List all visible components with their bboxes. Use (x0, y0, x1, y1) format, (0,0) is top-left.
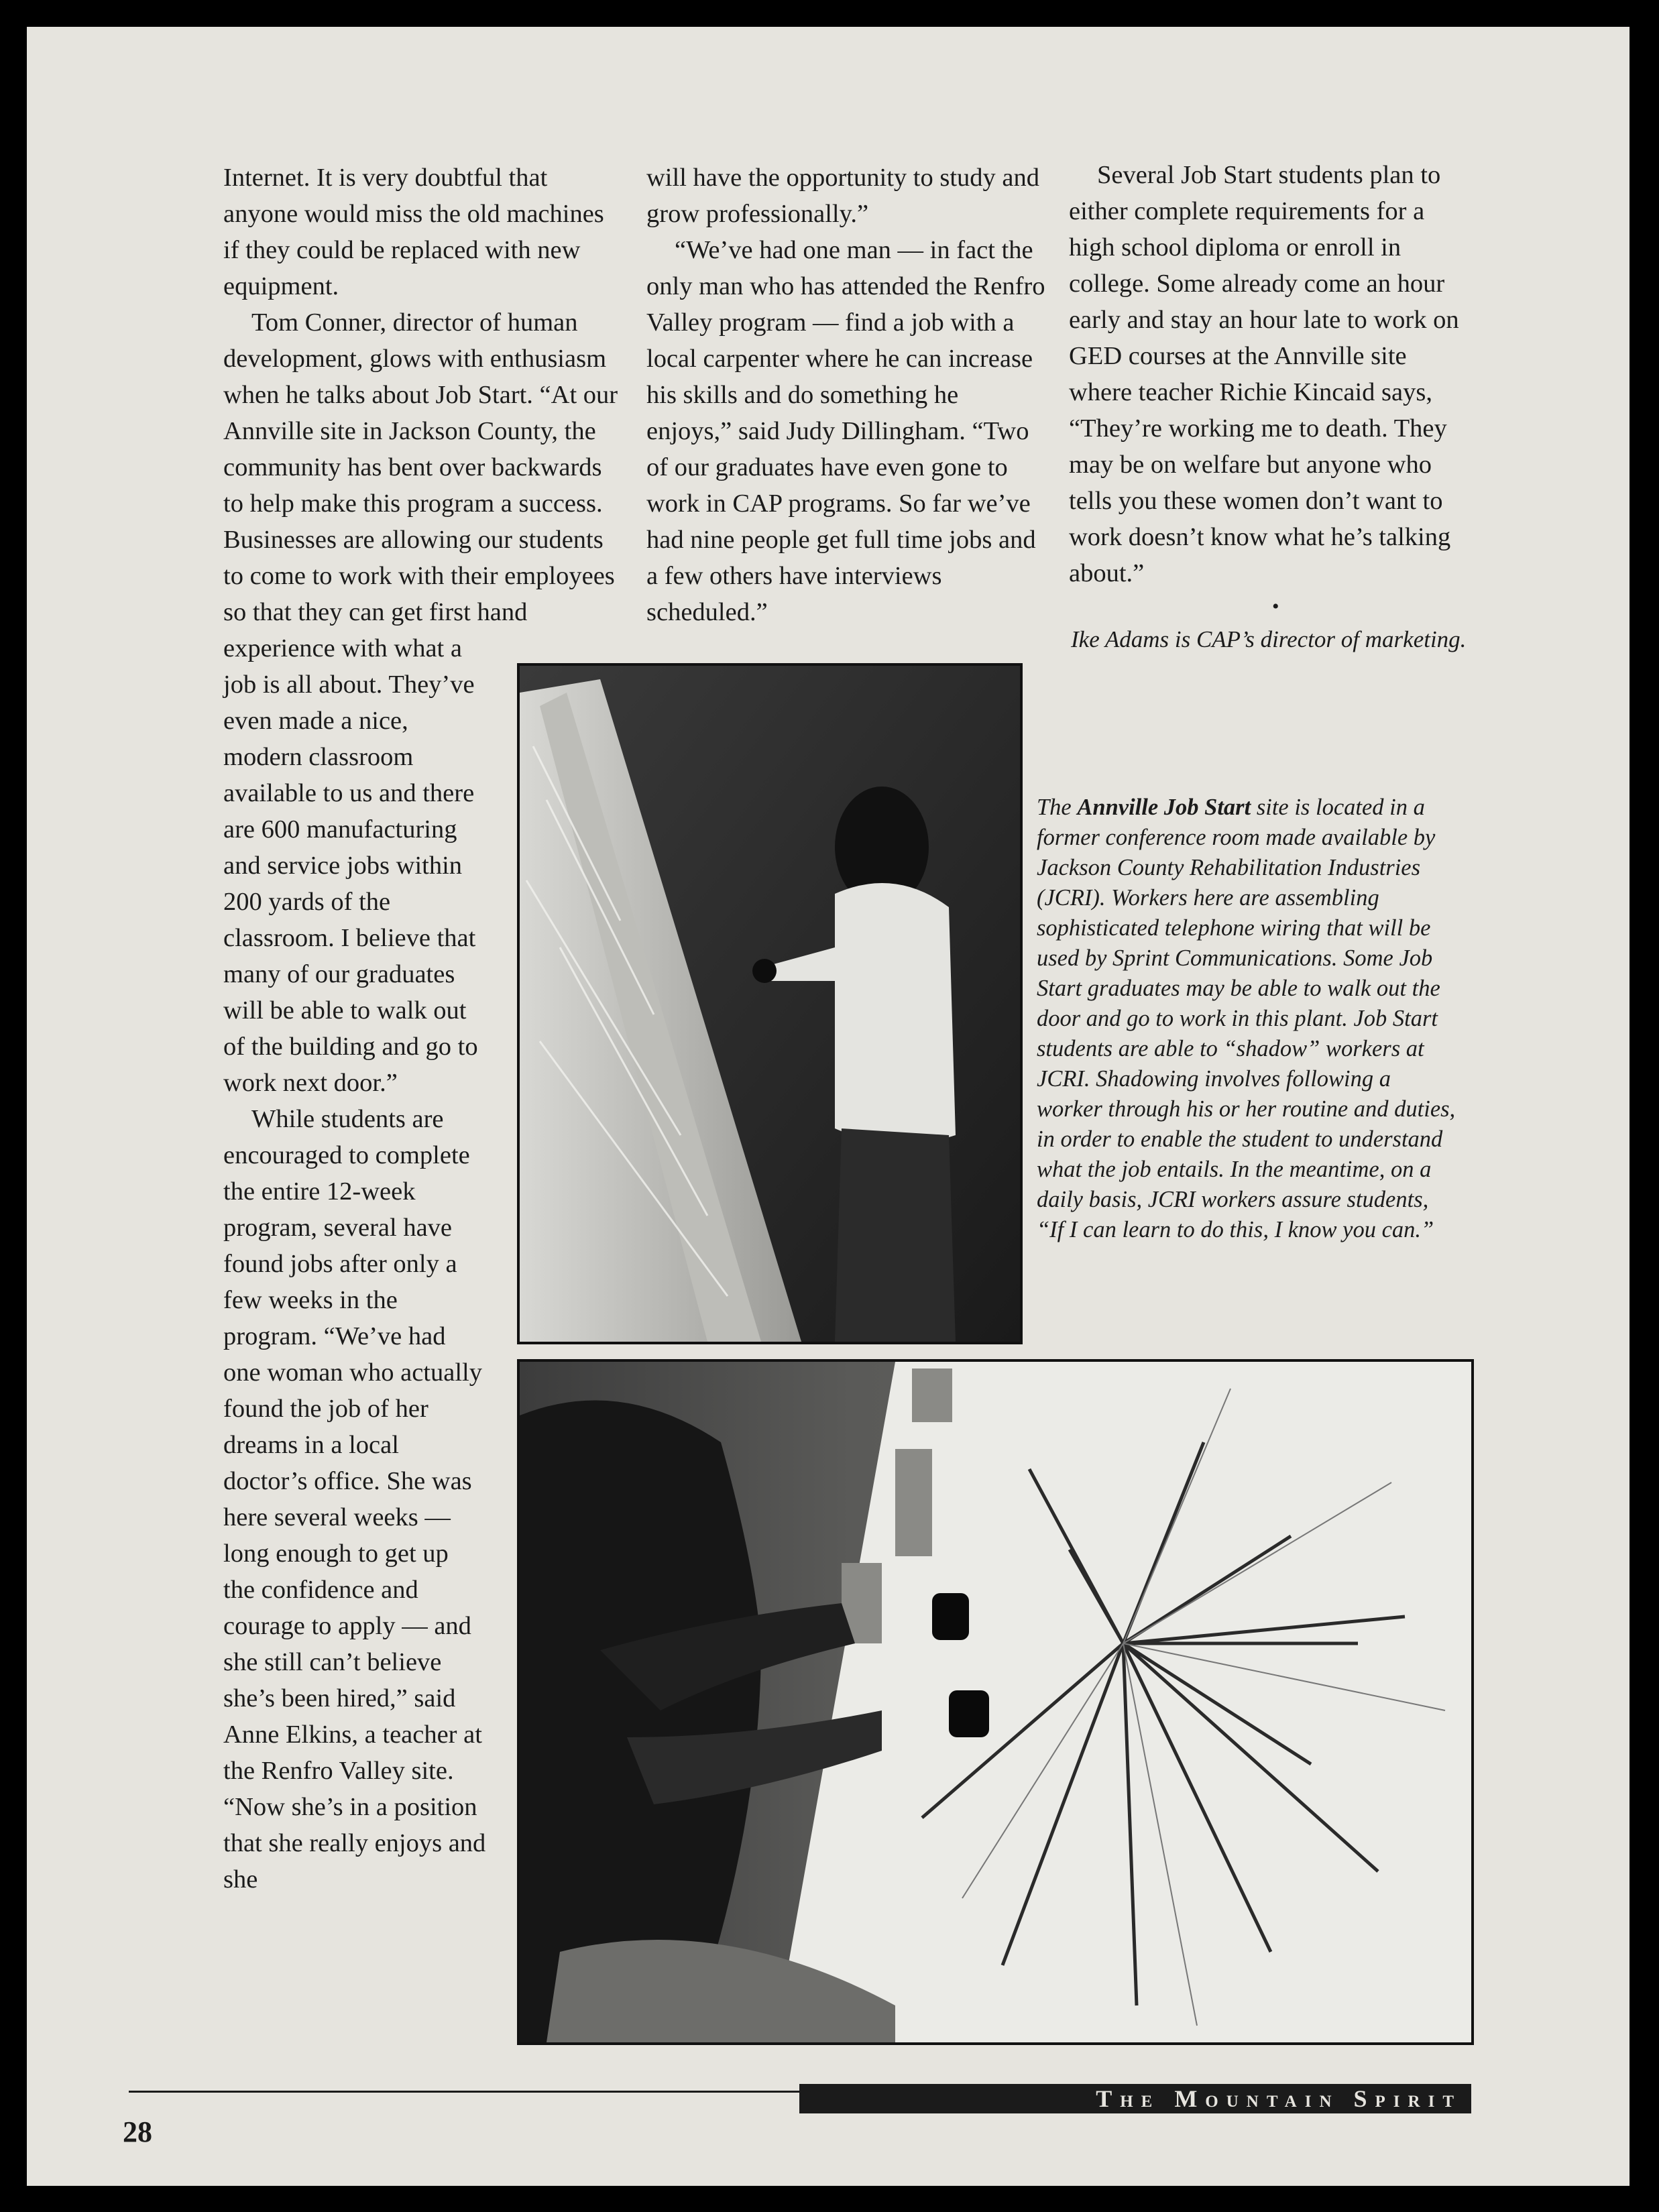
col1-para-3: While students are encouraged to complete the entire 12-week program, several have found jobs after only a few weeks in the program. “We’ve had one woman who actually found the job of her dreams in a local doctor’s office. She was here several weeks — long enough to get up the confidence and courage to apply — and she still can’t believe she’s been hired,” said Anne Elkins, a teacher at the Renfro Valley site. “Now she’s in a position that she really enjoys and she (223, 1105, 486, 1894)
col1-para-1: Internet. It is very doubtful that anyone would miss the old machines if they could be replaced with new equipment. (223, 164, 604, 300)
author-byline: Ike Adams is CAP’s director of marketing. (1071, 626, 1467, 652)
col3-para-1: Several Job Start students plan to either complete requirements for a high school diploma or enroll in college. Some already come an hour early and stay an hour late to work on GED courses at the Annville site where teacher Richie Kincaid says, “They’re working me to death. They may be on welfare but anyone who tells you these women don’t want to work doesn’t know what he’s talking about.” (1069, 161, 1459, 587)
photo-wiring-assembly-2 (517, 1359, 1474, 2045)
end-bullet: • (1272, 595, 1279, 618)
page-number: 28 (123, 2115, 152, 2148)
col2-para-1: will have the opportunity to study and grow professionally.” (646, 164, 1039, 228)
magazine-masthead: The Mountain Spirit (799, 2084, 1471, 2113)
col1-para-2: Tom Conner, director of human development, glows with enthusiasm when he talks about Job Start. “At our Annville site in Jackson County, the community has bent over backwards to help make this program a success. Businesses are allowing our students to come to work with their employees so that they can get first hand experience with what a job is all about. They’ve even made a nice, modern classroom available to us and there are 600 manufacturing and service jobs within 200 yards of the classroom. I believe that many of our graduates will be able to walk out of the building and go to work next door.” (223, 308, 618, 1097)
col2-para-2: “We’ve had one man — in fact the only man who has attended the Renfro Valley program — find a job with a local carpenter where he can increase his skills and do something he enjoys,” said Judy Dillingham. “Two of our graduates have even gone to work in CAP programs. So far we’ve had nine people get full time jobs and a few others have interviews scheduled.” (646, 236, 1045, 626)
caption-lead: The (1037, 795, 1078, 820)
photo-caption (1037, 793, 1459, 1245)
article-column-2 (646, 160, 1045, 630)
footer-rule (129, 2091, 799, 2093)
caption-rest: site is located in a former conference room made available by Jackson County Rehabilitation Industries (JCRI). Workers here are assembling sophisticated telephone wiring that will be used by Sprint Communications. Some Job Start graduates may be able to walk out the door and go to work in this plant. Job Start students are able to “shadow” workers at JCRI. Shadowing involves following a worker through his or her routine and duties, in order to enable the student to understand what the job entails. In the meantime, on a daily basis, JCRI workers assure students, “If I can learn to do this, I know you can.” (1037, 795, 1456, 1242)
photo-wiring-assembly-1 (517, 663, 1023, 1344)
article-column-3 (1069, 157, 1475, 591)
caption-bold: Annville Job Start (1077, 795, 1251, 820)
